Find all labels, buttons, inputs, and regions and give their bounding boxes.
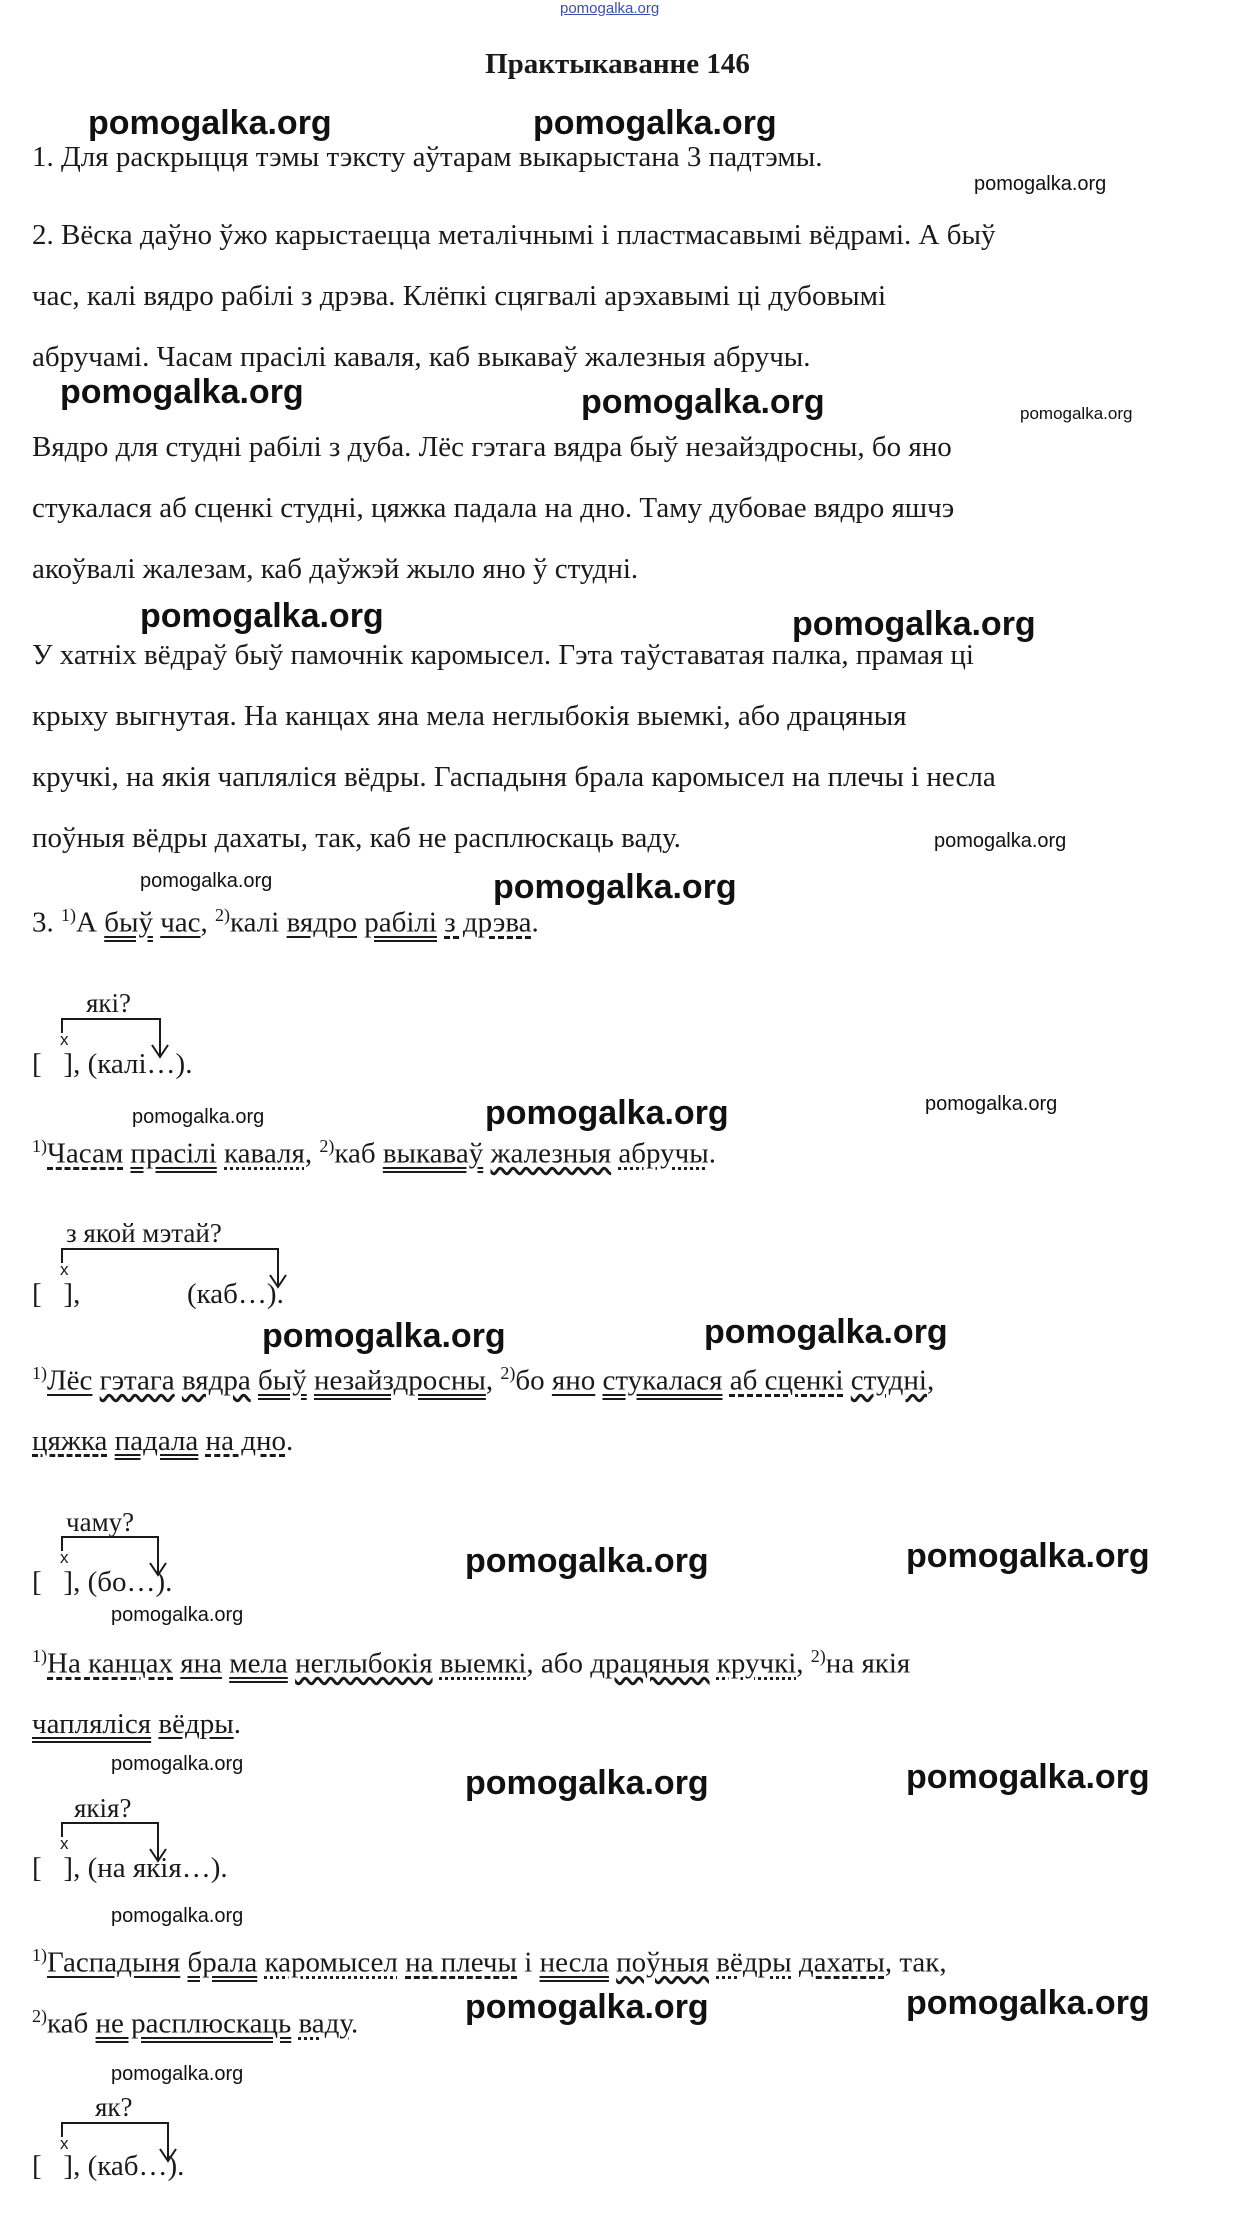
scheme-x: x bbox=[60, 2134, 69, 2153]
watermark: pomogalka.org bbox=[60, 373, 304, 411]
scheme-question: з якой мэтай? bbox=[66, 1218, 222, 1248]
scheme-arrow-icon bbox=[58, 1819, 178, 1869]
page-title: Практыкаванне 146 bbox=[485, 48, 750, 80]
scheme-x: x bbox=[60, 1548, 69, 1567]
text-paragraph-line: крыху выгнутая. На канцах яна мела неглыбокія выемкі, або драцяныя bbox=[32, 700, 907, 732]
watermark: pomogalka.org bbox=[111, 2063, 244, 2085]
text-paragraph-line: У хатніх вёдраў быў памочнік каромысел. Гэта таўставатая палка, прамая ці bbox=[32, 639, 974, 671]
watermark: pomogalka.org bbox=[792, 605, 1036, 643]
watermark: pomogalka.org bbox=[262, 1317, 506, 1355]
watermark: pomogalka.org bbox=[704, 1313, 948, 1351]
analysis-sentence-4: $^{1)}$На канцах яна мела неглыбокія выемкі, або драцяныя кручкі, $^{2)}$на якія bbox=[32, 1646, 911, 1680]
watermark: pomogalka.org bbox=[88, 104, 332, 142]
watermark: pomogalka.org bbox=[465, 1764, 709, 1802]
scheme: [ ], (калі…). bbox=[32, 1048, 193, 1080]
watermark: pomogalka.org bbox=[140, 870, 273, 892]
watermark: pomogalka.org bbox=[485, 1094, 729, 1132]
watermark: pomogalka.org bbox=[581, 383, 825, 421]
analysis-sentence-2: $^{1)}$Часам прасілі каваля, $^{2)}$каб выкаваў жалезныя абручы. bbox=[32, 1136, 716, 1170]
scheme: [ ], (бо…). bbox=[32, 1566, 173, 1598]
watermark: pomogalka.org bbox=[906, 1984, 1150, 2022]
watermark: pomogalka.org bbox=[111, 1753, 244, 1775]
scheme-arrow-icon bbox=[58, 1245, 298, 1295]
text-paragraph-line: кручкі, на якія чапляліся вёдры. Гаспадыня брала каромысел на плечы і несла bbox=[32, 761, 996, 793]
scheme: [ ], (каб…). bbox=[32, 2150, 185, 2182]
scheme-question: чаму? bbox=[66, 1507, 135, 1537]
watermark: pomogalka.org bbox=[140, 597, 384, 635]
text-paragraph-line: поўныя вёдры дахаты, так, каб не расплюскаць ваду. bbox=[32, 822, 681, 854]
watermark: pomogalka.org bbox=[906, 1758, 1150, 1796]
answer-2-line: абручамі. Часам прасілі каваля, каб выкаваў жалезныя абручы. bbox=[32, 341, 811, 373]
analysis-sentence-3: $^{1)}$Лёс гэтага вядра быў незайздросны, $^{2)}$бо яно стукалася аб сценкі студні, bbox=[32, 1363, 935, 1397]
scheme-arrow-icon bbox=[58, 2119, 198, 2169]
analysis-sentence-4-cont: чапляліся вёдры. bbox=[32, 1708, 241, 1740]
scheme: [ ], bbox=[32, 1278, 81, 1310]
scheme-question: які? bbox=[86, 988, 132, 1018]
watermark: pomogalka.org bbox=[132, 1106, 265, 1128]
answer-1: 1. Для раскрыцця тэмы тэксту аўтарам выкарыстана 3 падтэмы. bbox=[32, 141, 823, 173]
watermark: pomogalka.org bbox=[111, 1905, 244, 1927]
watermark: pomogalka.org bbox=[1020, 404, 1133, 423]
site-link[interactable]: pomogalka.org bbox=[560, 0, 660, 17]
scheme-arrow-icon bbox=[58, 1533, 178, 1583]
watermark: pomogalka.org bbox=[925, 1093, 1058, 1115]
watermark: pomogalka.org bbox=[493, 868, 737, 906]
scheme-dependent: (каб…). bbox=[187, 1278, 284, 1310]
analysis-sentence-5: $^{1)}$Гаспадыня брала каромысел на плечы і несла поўныя вёдры дахаты, так, bbox=[32, 1945, 947, 1979]
analysis-sentence-1: 3. $^{1)}$А быў час, $^{2)}$калі вядро рабілі з дрэва. bbox=[32, 905, 539, 939]
answer-2-line: час, калі вядро рабілі з дрэва. Клёпкі сцягвалі арэхавымі ці дубовымі bbox=[32, 280, 887, 312]
watermark: pomogalka.org bbox=[111, 1604, 244, 1626]
answer-2-line: 2. Вёска даўно ўжо карыстаецца металічнымі і пластмасавымі вёдрамі. А быў bbox=[32, 219, 996, 251]
watermark: pomogalka.org bbox=[465, 1542, 709, 1580]
scheme-question: якія? bbox=[74, 1793, 132, 1823]
text-paragraph-line: Вядро для студні рабілі з дуба. Лёс гэтага вядра быў незайздросны, бо яно bbox=[32, 431, 952, 463]
scheme-arrow-icon bbox=[58, 1015, 178, 1065]
watermark: pomogalka.org bbox=[906, 1537, 1150, 1575]
analysis-sentence-5-cont: $^{2)}$каб не расплюскаць ваду. bbox=[32, 2006, 359, 2040]
text-paragraph-line: акоўвалі жалезам, каб даўжэй жыло яно ў студні. bbox=[32, 553, 639, 585]
scheme-question: як? bbox=[95, 2092, 133, 2122]
watermark: pomogalka.org bbox=[934, 830, 1067, 852]
scheme-x: x bbox=[60, 1834, 69, 1853]
watermark: pomogalka.org bbox=[533, 104, 777, 142]
analysis-sentence-3-cont: цяжка падала на дно. bbox=[32, 1425, 294, 1457]
text-paragraph-line: стукалася аб сценкі студні, цяжка падала на дно. Таму дубовае вядро яшчэ bbox=[32, 492, 955, 524]
scheme: [ ], (на якія…). bbox=[32, 1852, 228, 1884]
scheme-x: x bbox=[60, 1030, 69, 1049]
watermark: pomogalka.org bbox=[465, 1988, 709, 2026]
scheme-x: x bbox=[60, 1260, 69, 1279]
watermark: pomogalka.org bbox=[974, 173, 1107, 195]
